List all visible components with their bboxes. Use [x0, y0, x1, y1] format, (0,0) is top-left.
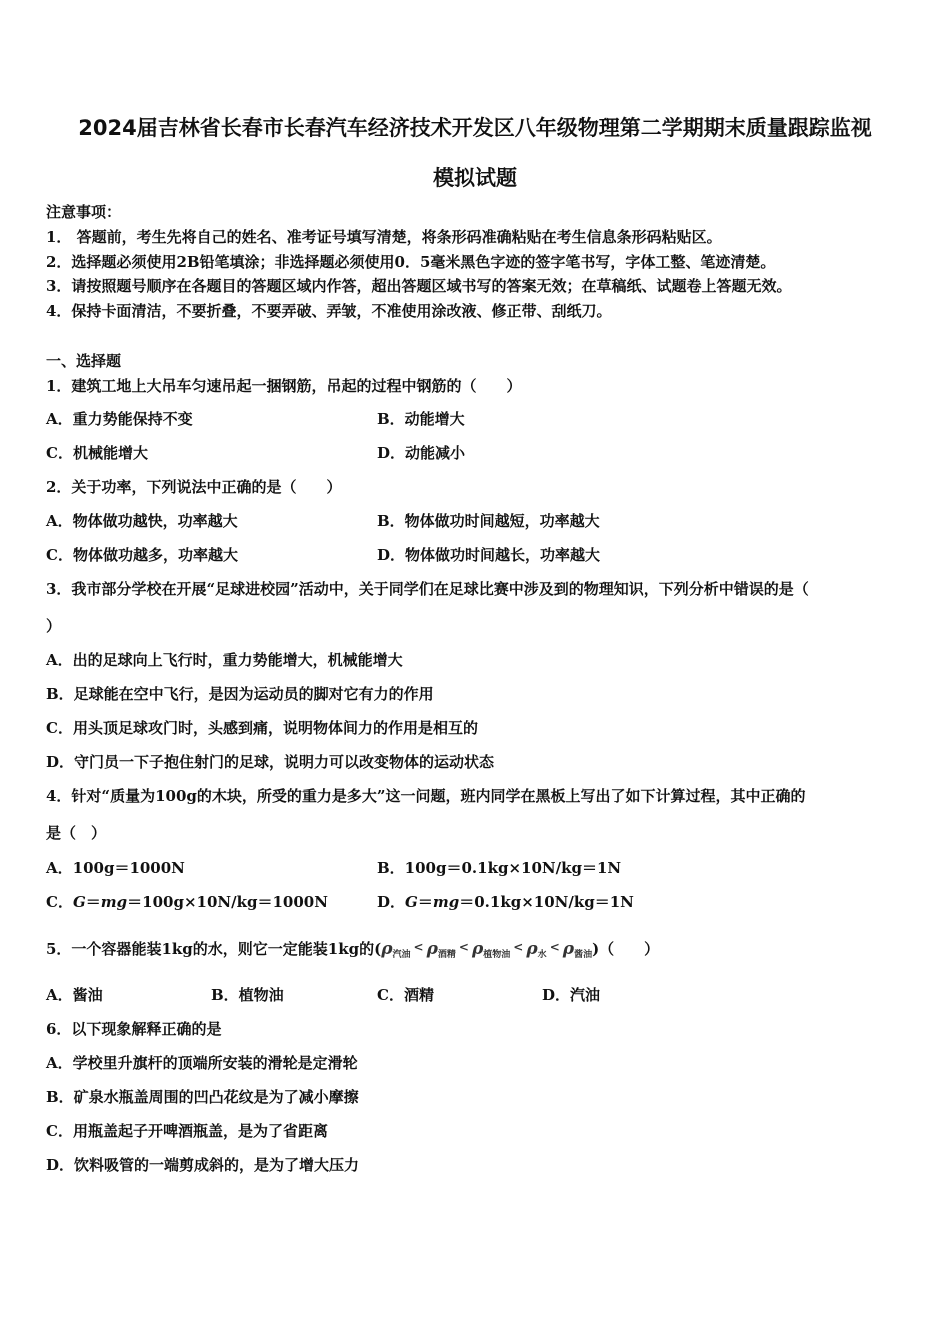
mg-symbol: mg — [432, 893, 460, 911]
question-2-option-c: C．物体做功越多，功率越大 — [46, 546, 238, 564]
question-6-option-b: B．矿泉水瓶盖周围的凹凸花纹是为了减小摩擦 — [46, 1088, 359, 1106]
equals-sign: ＝ — [417, 893, 433, 911]
subscript-vegetable-oil: 植物油 — [483, 950, 511, 960]
question-3-option-d: D．守门员一下子抱住射门的足球，说明力可以改变物体的运动状态 — [46, 753, 495, 771]
question-1-stem: 1．建筑工地上大吊车匀速吊起一捆钢筋，吊起的过程中钢筋的（ ） — [46, 377, 522, 395]
rho-symbol: ρ — [381, 939, 393, 959]
question-3-option-a: A．出的足球向上飞行时，重力势能增大，机械能增大 — [46, 651, 403, 669]
notice-item-3: 3．请按照题号顺序在各题目的答题区域内作答，超出答题区域书写的答案无效；在草稿纸、试题卷上答题无效。 — [46, 277, 792, 295]
question-4-option-c-rest: ＝100g×10N/kg＝1000N — [127, 893, 328, 911]
subscript-gasoline: 汽油 — [392, 950, 411, 960]
question-1-option-a: A．重力势能保持不变 — [46, 410, 193, 428]
rho-symbol: ρ — [426, 939, 438, 959]
question-3-stem-line2: ） — [46, 617, 62, 635]
question-3-stem-line1: 3．我市部分学校在开展“足球进校园”活动中，关于同学们在足球比赛中涉及到的物理知识，下列分析中错误的是（ — [46, 580, 809, 598]
question-4-stem-line2: 是（ ） — [46, 824, 107, 842]
notice-item-4: 4．保持卡面清洁，不要折叠，不要弄破、弄皱，不准使用涂改液、修正带、刮纸刀。 — [46, 302, 612, 320]
question-1-option-c: C．机械能增大 — [46, 444, 148, 462]
question-6-stem: 6．以下现象解释正确的是 — [46, 1020, 222, 1038]
question-5-stem-post: )（ ） — [592, 940, 660, 958]
subscript-water: 水 — [537, 950, 547, 960]
notice-heading: 注意事项： — [46, 203, 122, 221]
less-than-sign: < — [413, 940, 424, 954]
question-4-option-a: A．100g＝1000N — [46, 859, 185, 877]
question-6-option-a: A．学校里升旗杆的顶端所安装的滑轮是定滑轮 — [46, 1054, 358, 1072]
less-than-sign: < — [458, 940, 469, 954]
question-2-stem: 2．关于功率，下列说法中正确的是（ ） — [46, 478, 342, 496]
question-5-option-a: A．酱油 — [46, 986, 103, 1004]
question-1-option-b: B．动能增大 — [377, 410, 465, 428]
less-than-sign: < — [549, 940, 560, 954]
rho-symbol: ρ — [526, 939, 538, 959]
question-3-option-b: B．足球能在空中飞行，是因为运动员的脚对它有力的作用 — [46, 685, 434, 703]
question-6-option-c: C．用瓶盖起子开啤酒瓶盖，是为了省距离 — [46, 1122, 328, 1140]
question-4-option-c — [46, 892, 328, 912]
question-5-stem — [46, 937, 659, 965]
exam-title-line1: 2024届吉林省长春市长春汽车经济技术开发区八年级物理第二学期期末质量跟踪监视 — [78, 116, 872, 140]
less-than-sign: < — [513, 940, 524, 954]
question-6-option-d: D．饮料吸管的一端剪成斜的，是为了增大压力 — [46, 1156, 360, 1174]
rho-symbol: ρ — [562, 939, 575, 959]
question-1-option-d: D．动能减小 — [377, 444, 466, 462]
subscript-alcohol: 酒精 — [437, 950, 456, 960]
exam-title-line2: 模拟试题 — [433, 166, 517, 190]
question-4-option-b: B．100g＝0.1kg×10N/kg＝1N — [377, 859, 622, 877]
question-2-option-b: B．物体做功时间越短，功率越大 — [377, 512, 600, 530]
section-heading: 一、选择题 — [46, 352, 122, 370]
question-3-option-c: C．用头顶足球攻门时，头感到痛，说明物体间力的作用是相互的 — [46, 719, 478, 737]
subscript-soy-sauce: 酱油 — [574, 950, 593, 960]
notice-item-1: 1． 答题前，考生先将自己的姓名、准考证号填写清楚，将条形码准确粘贴在考生信息条形码粘贴区。 — [46, 228, 722, 246]
question-5-option-c: C．酒精 — [377, 986, 434, 1004]
question-4-stem-line1: 4．针对“质量为100g的木块，所受的重力是多大”这一问题，班内同学在黑板上写出了如下计算过程，其中正确的 — [46, 787, 806, 805]
equals-sign: ＝ — [85, 893, 101, 911]
question-4-option-c-label: C． — [46, 893, 73, 911]
question-5-option-b: B．植物油 — [211, 986, 284, 1004]
question-4-option-d — [377, 892, 634, 912]
question-2-option-d: D．物体做功时间越长，功率越大 — [377, 546, 601, 564]
question-4-option-d-rest: ＝0.1kg×10N/kg＝1N — [459, 893, 634, 911]
rho-symbol: ρ — [471, 939, 484, 959]
question-4-option-d-label: D． — [377, 893, 406, 911]
gravity-symbol: G — [72, 893, 86, 911]
question-5-option-d: D．汽油 — [542, 986, 601, 1004]
question-5-stem-pre: 5．一个容器能装1kg的水，则它一定能装1kg的( — [46, 940, 382, 958]
question-2-option-a: A．物体做功越快，功率越大 — [46, 512, 238, 530]
notice-item-2: 2．选择题必须使用2B铅笔填涂；非选择题必须使用0．5毫米黑色字迹的签字笔书写，字体工整、笔迹清楚。 — [46, 253, 776, 271]
gravity-symbol: G — [405, 893, 418, 911]
mg-symbol: mg — [100, 893, 128, 911]
